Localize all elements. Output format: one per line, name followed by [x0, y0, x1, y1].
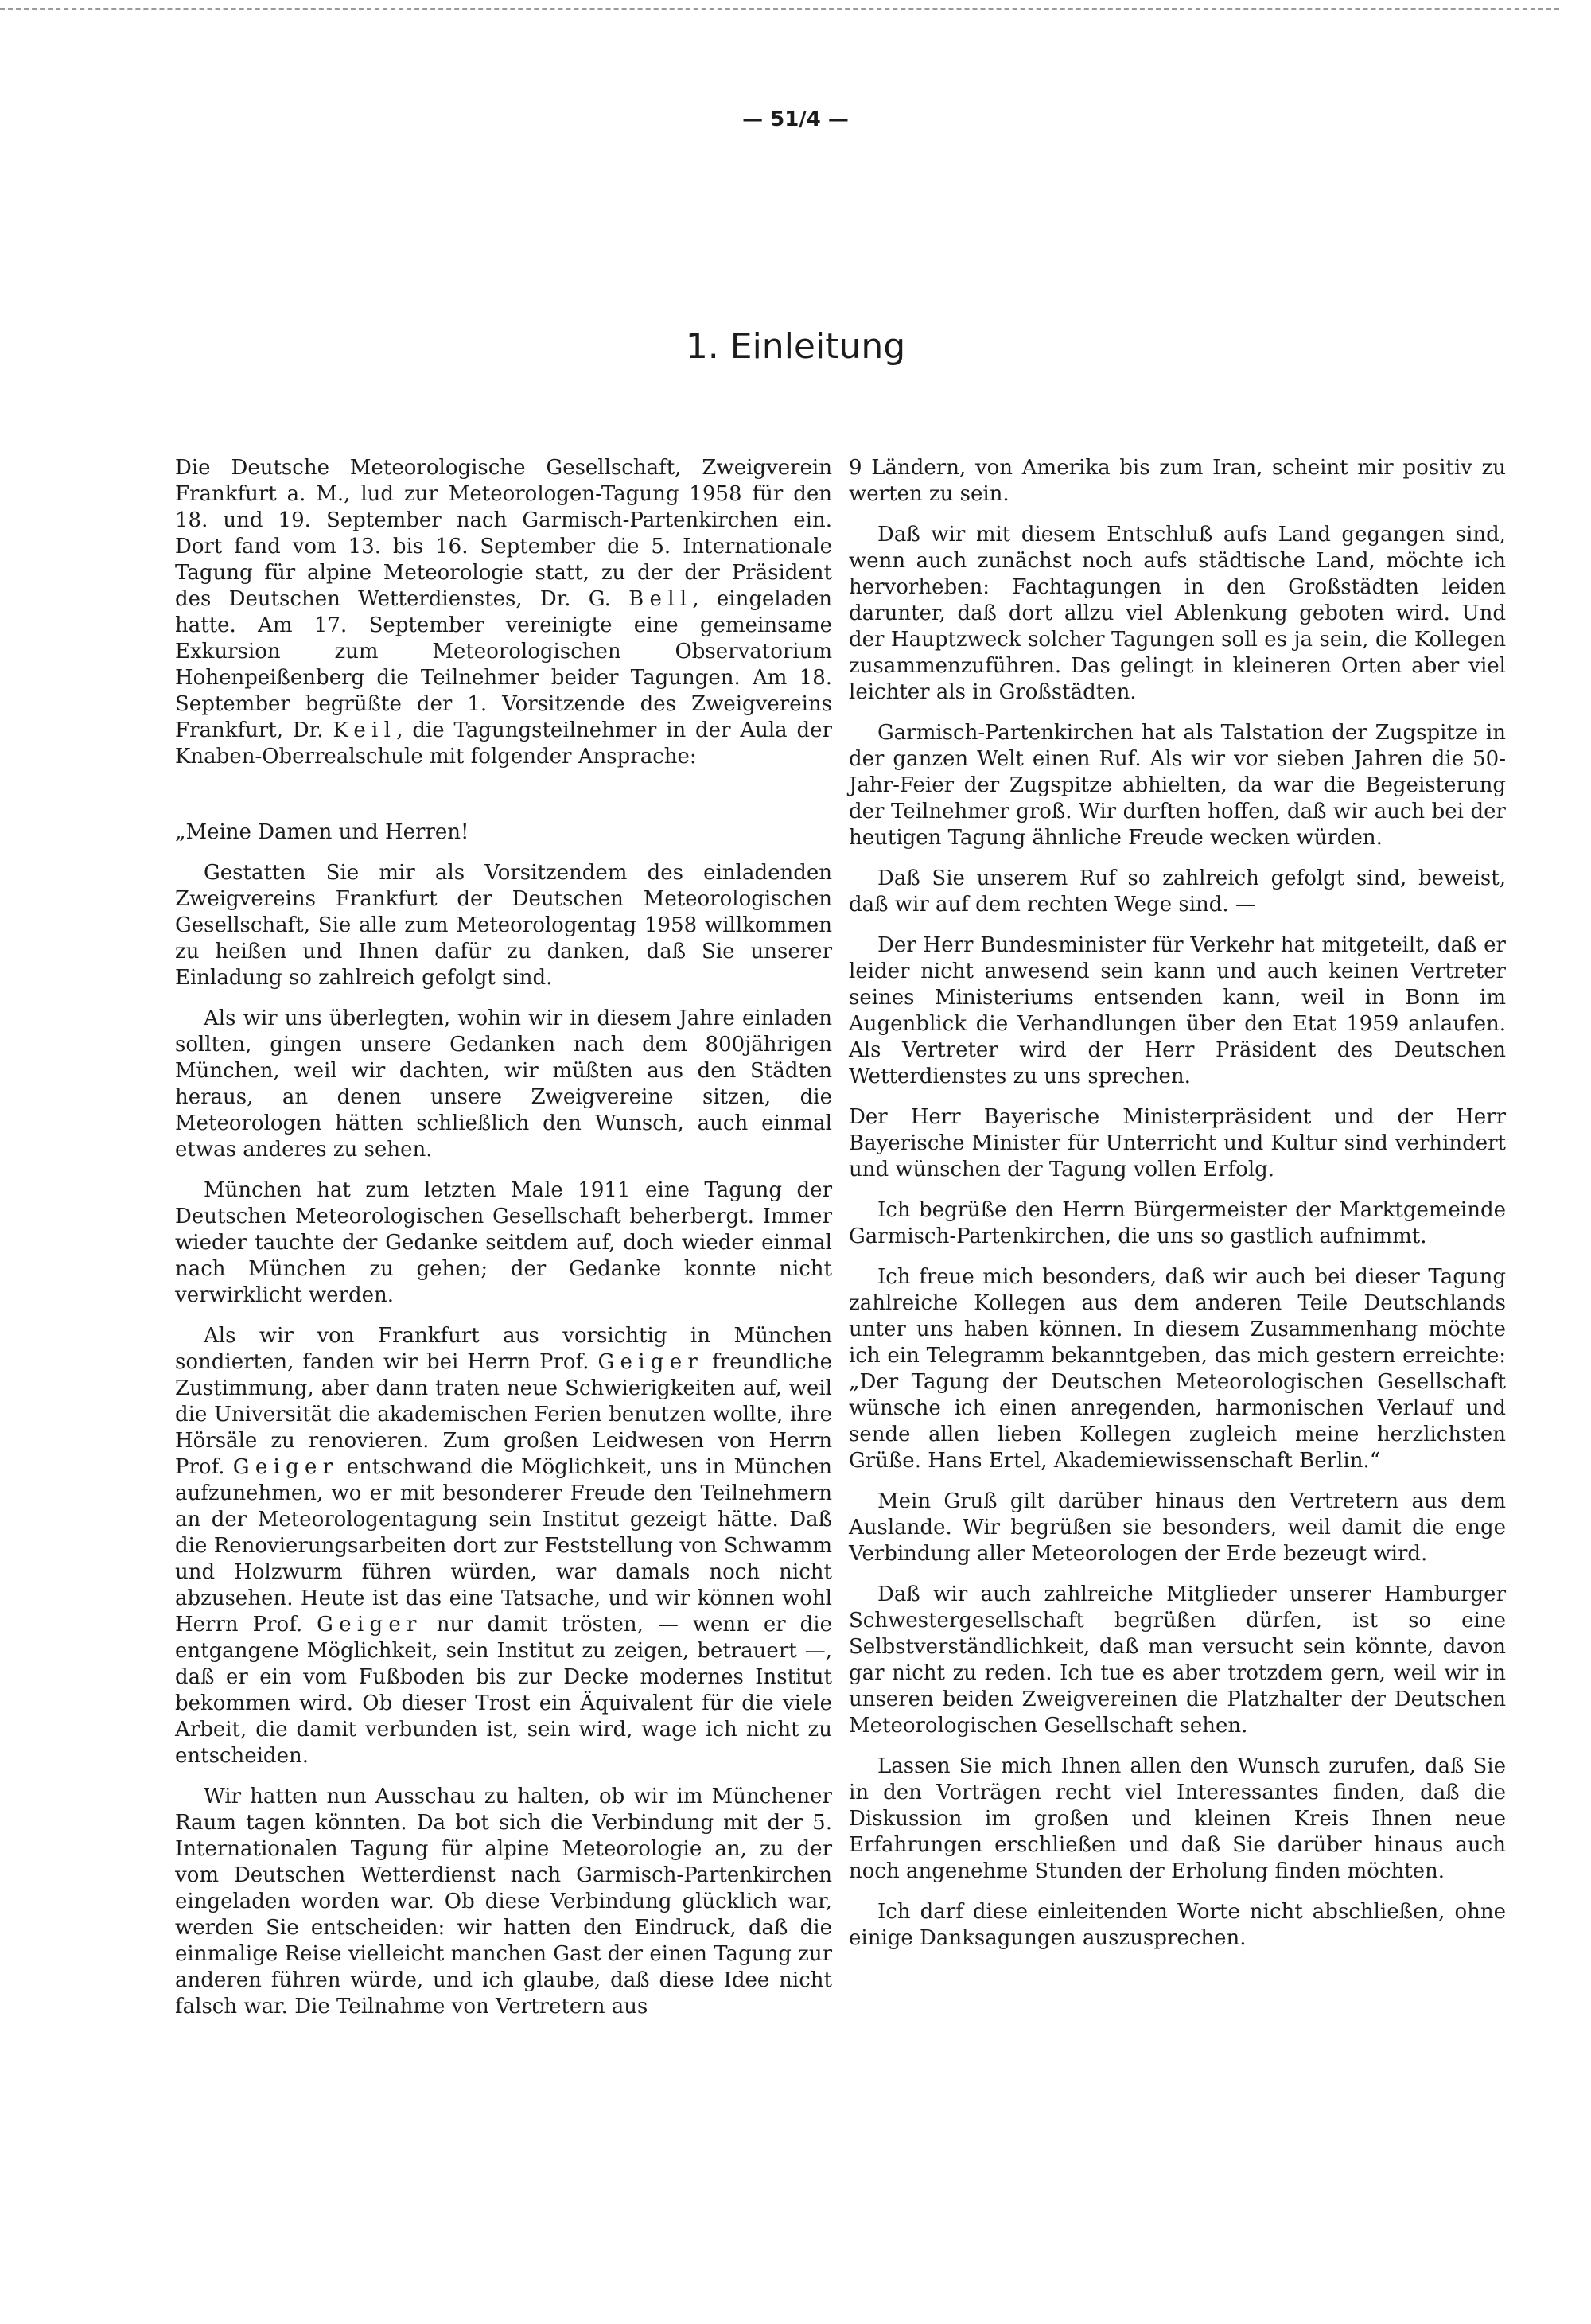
- name-bell: Bell: [628, 587, 693, 611]
- intro-text-3: , die Tagungsteilnehmer in der Aula der Knaben-Oberrealschule mit folgender Ansprache:: [175, 718, 832, 769]
- speech-paragraph-12: Ich begrüße den Herrn Bürgermeister der Marktgemeinde Garmisch-Partenkirchen, die uns so gastlich aufnimmt.: [849, 1198, 1506, 1248]
- speech-paragraph-6: 9 Ländern, von Amerika bis zum Iran, scheint mir positiv zu werten zu sein.: [849, 456, 1506, 506]
- speech-paragraph-1: Gestatten Sie mir als Vorsitzendem des einladenden Zweigvereins Frankfurt der Deutschen Meteorologischen Gesellschaft, Sie alle zum Meteorologentag 1958 willkommen zu heißen und Ihnen dafür zu danken, daß Sie unserer Einladung so zahlreich gefolgt sind.: [175, 861, 832, 990]
- name-geiger-2: Geiger: [232, 1455, 339, 1479]
- speech-paragraph-2: Als wir uns überlegten, wohin wir in diesem Jahre einladen sollten, gingen unsere Gedanken nach dem 800jährigen München, weil wir dachten, wir müßten aus den Städten heraus, an denen unsere Zweigvereine sitzen, die Meteorologen hätten schließlich den Wunsch, auch einmal etwas anderes zu sehen.: [175, 1006, 832, 1162]
- intro-paragraph: [175, 455, 832, 770]
- intro-text-1: Die Deutsche Meteorologische Gesellschaft, Zweigverein Frankfurt a. M., lud zur Meteorologen-Tagung 1958 für den 18. und 19. September nach Garmisch-Partenkirchen ein. Dort fand vom 13. bis 16. September die 5. Internationale Tagung für alpine Meteorologie statt, zu der der Präsident des Deutschen Wetterdienstes, Dr. G.: [175, 456, 832, 611]
- speech-paragraph-15: Daß wir auch zahlreiche Mitglieder unserer Hamburger Schwestergesellschaft begrüßen dürfen, ist so eine Selbstverständlichkeit, daß man versucht sein könnte, davon gar nicht zu reden. Ich tue es aber trotzdem gern, weil wir in unseren beiden Zweigvereinen die Platzhalter der Deutschen Meteorologischen Gesellschaft sehen.: [849, 1582, 1506, 1738]
- speech-paragraph-16: Lassen Sie mich Ihnen allen den Wunsch zurufen, daß Sie in den Vorträgen recht viel Interessantes finden, daß die Diskussion im großen und kleinen Kreis Ihnen neue Erfahrungen erschließen und daß Sie darüber hinaus auch noch angenehme Stunden der Erholung finden möchten.: [849, 1754, 1506, 1883]
- speech-paragraph-11: Der Herr Bayerische Ministerpräsident und der Herr Bayerische Minister für Unterricht und Kultur sind verhindert und wünschen der Tagung vollen Erfolg.: [849, 1105, 1506, 1181]
- speech-paragraph-8: Garmisch-Partenkirchen hat als Talstation der Zugspitze in der ganzen Welt einen Ruf. Als wir vor sieben Jahren die 50-Jahr-Feier der Zugspitze abhielten, da war die Begeisterung der Teilnehmer groß. Wir durften hoffen, daß wir auch bei der heutigen Tagung ähnliche Freude wecken würden.: [849, 721, 1506, 850]
- p4-text-4: nur damit trösten, — wenn er die entgangene Möglichkeit, sein Institut zu zeigen, betrauert —, daß er ein vom Fußboden bis zur Decke modernes Institut bekommen wird. Ob dieser Trost ein Äquivalent für die viele Arbeit, die damit verbunden ist, sein wird, wage ich nicht zu entscheiden.: [175, 1613, 832, 1768]
- speech-paragraph-14: Mein Gruß gilt darüber hinaus den Vertretern aus dem Auslande. Wir begrüßen sie besonders, weil damit die enge Verbindung aller Meteorologen der Erde bezeugt wird.: [849, 1489, 1506, 1566]
- speech-paragraph-7: Daß wir mit diesem Entschluß aufs Land gegangen sind, wenn auch zunächst noch aufs städtische Land, möchte ich hervorheben: Fachtagungen in den Großstädten leiden darunter, daß dort allzu viel Ablenkung geboten wird. Und der Hauptzweck solcher Tagungen soll es ja sein, die Kollegen zusammenzuführen. Das gelingt in kleineren Orten aber viel leichter als in Großstädten.: [849, 523, 1506, 704]
- name-geiger-1: Geiger: [597, 1350, 704, 1374]
- page-number: — 51/4 —: [742, 107, 849, 131]
- speech-paragraph-10: Der Herr Bundesminister für Verkehr hat mitgeteilt, daß er leider nicht anwesend sein kann und auch keinen Vertreter seines Ministeriums entsenden kann, weil in Bonn im Augenblick die Verhandlungen über den Etat 1959 anlaufen. Als Vertreter wird der Herr Präsident des Deutschen Wetterdienstes zu uns sprechen.: [849, 933, 1506, 1088]
- left-column: [175, 455, 832, 2034]
- salutation: „Meine Damen und Herren!: [175, 820, 469, 844]
- right-column: [849, 455, 1506, 1966]
- speech-paragraph-3: München hat zum letzten Male 1911 eine Tagung der Deutschen Meteorologischen Gesellschaft beherbergt. Immer wieder tauchte der Gedanke seitdem auf, doch wieder einmal nach München zu gehen; der Gedanke konnte nicht verwirklicht werden.: [175, 1178, 832, 1307]
- p4-text-2: freundliche Zustimmung, aber dann traten neue Schwierigkeiten auf, weil die Universität die akademischen Ferien benutzen wollte, ihre Hörsäle zu renovieren. Zum großen Leidwesen von Herrn Prof.: [175, 1350, 832, 1479]
- name-geiger-3: Geiger: [317, 1613, 422, 1637]
- intro-text-2: , eingeladen hatte. Am 17. September vereinigte eine gemeinsame Exkursion zum Meteorologischen Observatorium Hohenpeißenberg die Teilnehmer beider Tagungen. Am 18. September begrüßte der 1. Vorsitzende des Zweigvereins Frankfurt, Dr.: [175, 587, 832, 742]
- speech-paragraph-17: Ich darf diese einleitenden Worte nicht abschließen, ohne einige Danksagungen auszusprechen.: [849, 1900, 1506, 1950]
- p4-text-3: entschwand die Möglichkeit, uns in München aufzunehmen, wo er mit besonderer Freude den Teilnehmern an der Meteorologentagung sein Institut gezeigt hätte. Daß die Renovierungsarbeiten dort zur Feststellung von Schwamm und Holzwurm führen würden, war damals noch nicht abzusehen. Heute ist das eine Tatsache, und wir können wohl Herrn Prof.: [175, 1455, 832, 1637]
- section-title: 1. Einleitung: [685, 326, 906, 367]
- speech-paragraph-5: Wir hatten nun Ausschau zu halten, ob wir im Münchener Raum tagen könnten. Da bot sich die Verbindung mit der 5. Internationalen Tagung für alpine Meteorologie an, zu der vom Deutschen Wetterdienst nach Garmisch-Partenkirchen eingeladen worden war. Ob diese Verbindung glücklich war, werden Sie entscheiden: wir hatten den Eindruck, daß die einmalige Reise vielleicht manchen Gast der einen Tagung zur anderen führen würde, und ich glaube, daß diese Idee nicht falsch war. Die Teilnahme von Vertretern aus: [175, 1785, 832, 2018]
- top-edge-rule: [0, 8, 1559, 10]
- speech-paragraph-9: Daß Sie unserem Ruf so zahlreich gefolgt sind, beweist, daß wir auf dem rechten Wege sind. —: [849, 866, 1506, 917]
- name-keil: Keil: [333, 718, 397, 742]
- speech-paragraph-13: Ich freue mich besonders, daß wir auch bei dieser Tagung zahlreiche Kollegen aus dem anderen Teile Deutschlands unter uns haben können. In diesem Zusammenhang möchte ich ein Telegramm bekanntgeben, das mich gestern erreichte: „Der Tagung der Deutschen Meteorologischen Gesellschaft wünsche ich einen anregenden, harmonischen Verlauf und sende allen lieben Kollegen zugleich meine herzlichsten Grüße. Hans Ertel, Akademiewissenschaft Berlin.“: [849, 1265, 1506, 1473]
- p4-text-1: Als wir von Frankfurt aus vorsichtig in München sondierten, fanden wir bei Herrn Prof.: [175, 1324, 832, 1374]
- speech-paragraph-4: [175, 1323, 832, 1769]
